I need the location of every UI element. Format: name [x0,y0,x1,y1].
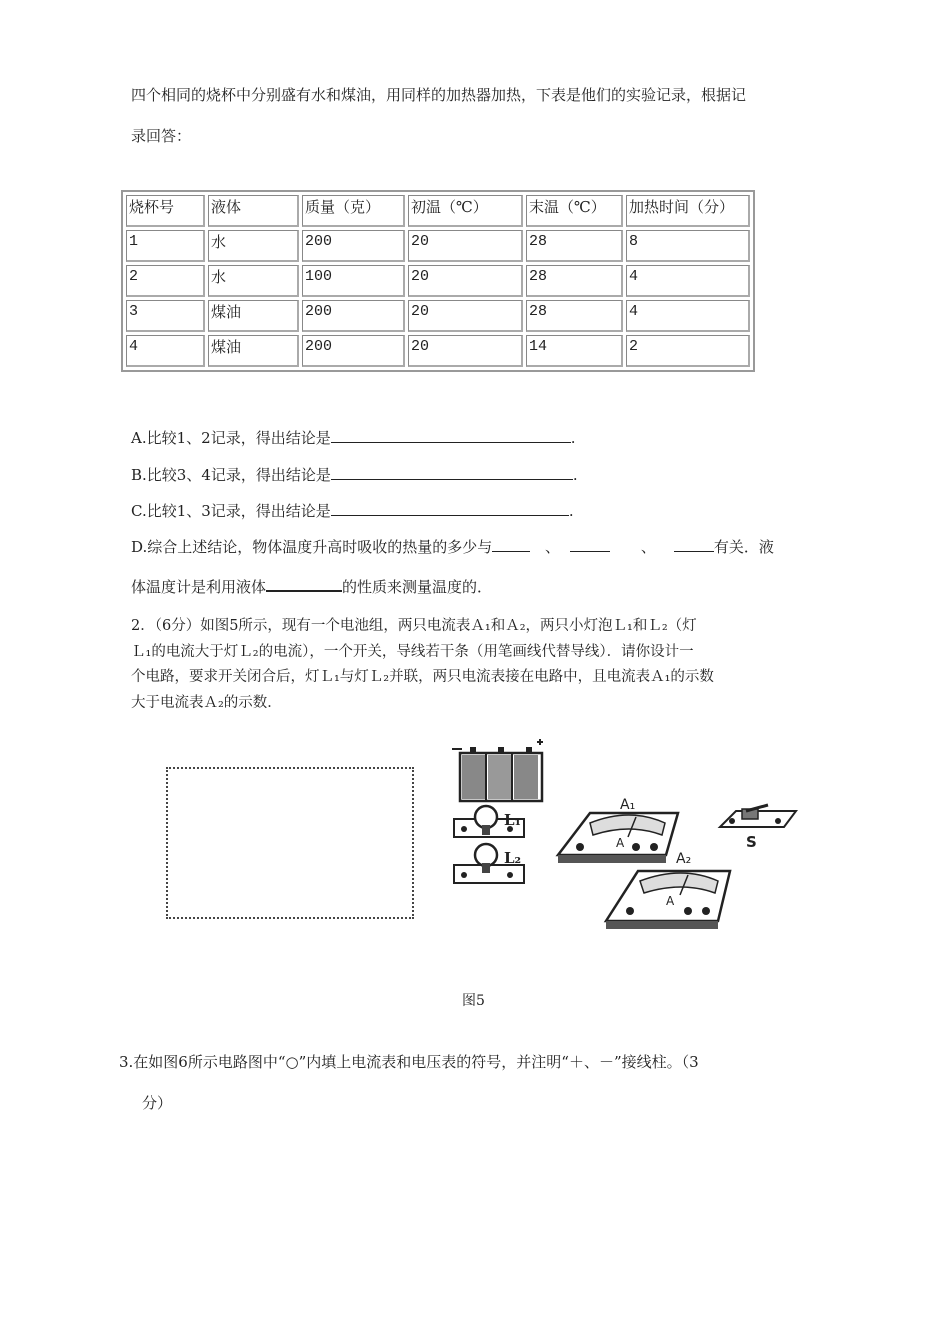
table-cell: 煤油 [208,300,299,332]
table-cell: 2 [126,265,205,297]
q2-line-2: Ｌ₁的电流大于灯Ｌ₂的电流），一个开关，导线若干条（用笔画线代替导线）．请你设计一 [131,644,694,660]
ammeter-a2-face-label: A [666,894,675,908]
table-cell: 水 [208,265,299,297]
label-l2: L₂ [504,849,522,867]
experiment-table [121,190,755,372]
table-cell: 1 [126,230,205,262]
table-cell: 200 [302,300,405,332]
table-cell: 28 [526,230,623,262]
question-d-end: 有关．液 [713,538,774,556]
table-cell: 4 [126,335,205,367]
q3-line-1: 3.在如图6所示电路图中“○”内填上电流表和电压表的符号，并注明“＋、－”接线柱。（3 [119,1053,699,1071]
answer-blank-d1[interactable] [492,551,530,552]
separator: 、 [545,538,561,556]
label-a1: A₁ [620,797,636,813]
figure-caption: 图5 [462,993,485,1009]
table-cell: 100 [302,265,405,297]
q2-line-1: 2．（6分）如图5所示，现有一个电池组，两只电流表Ａ₁和Ａ₂，两只小灯泡Ｌ₁和Ｌ₂（灯 [131,618,697,634]
table-cell: 20 [408,300,523,332]
table-row [126,335,750,367]
table-header: 末温（℃） [526,195,623,227]
table-cell: 4 [626,300,750,332]
label-l1: L₁ [504,811,522,829]
question-d [131,536,774,557]
label-s: S [746,833,757,851]
table-cell: 14 [526,335,623,367]
table-header: 液体 [208,195,299,227]
table-cell: 8 [626,230,750,262]
q2-line-4: 大于电流表Ａ₂的示数． [131,695,282,711]
question-c [131,500,574,521]
battery-pack-icon [452,739,543,801]
table-cell: 28 [526,300,623,332]
question-d-text: D.综合上述结论，物体温度升高时吸收的热量的多少与 [131,538,493,556]
table-cell: 28 [526,265,623,297]
switch-icon [720,805,796,827]
period: . [568,502,574,520]
intro-line-2: 录回答： [131,127,192,145]
question-b [131,464,578,485]
table-cell: 20 [408,265,523,297]
answer-blank-e[interactable] [266,590,342,592]
q2-line-3: 个电路，要求开关闭合后，灯Ｌ₁与灯Ｌ₂并联，两只电流表接在电路中，且电流表Ａ₁的示数 [131,669,714,685]
table-header-row [126,195,750,227]
apparatus-figure [440,735,810,935]
label-a2: A₂ [676,851,692,867]
table-cell: 200 [302,230,405,262]
table-cell: 煤油 [208,335,299,367]
table-cell: 4 [626,265,750,297]
answer-blank-a[interactable] [331,442,571,443]
period: . [570,429,576,447]
separator: 、 [640,538,656,556]
table-row [126,265,750,297]
table-cell: 20 [408,230,523,262]
ammeter-a1-face-label: A [616,836,625,850]
table-cell: 水 [208,230,299,262]
question-b-text: B.比较3、4记录，得出结论是 [131,466,331,484]
table-header: 烧杯号 [126,195,205,227]
q3-line-2: 分） [142,1094,173,1112]
answer-blank-b[interactable] [331,479,573,480]
answer-blank-d3[interactable] [674,551,714,552]
question-a [131,427,575,448]
table-row [126,230,750,262]
question-e-end: 的性质来测量温度的． [342,578,493,596]
table-header: 加热时间（分） [626,195,750,227]
table-row [126,300,750,332]
table-cell: 2 [626,335,750,367]
answer-blank-d2[interactable] [570,551,610,552]
answer-blank-c[interactable] [331,515,569,516]
period: . [572,466,578,484]
question-e-text: 体温度计是利用液体 [131,578,267,596]
circuit-drawing-area[interactable] [166,767,414,919]
question-c-text: C.比较1、3记录，得出结论是 [131,502,331,520]
table-cell: 200 [302,335,405,367]
intro-line-1: 四个相同的烧杯中分别盛有水和煤油，用同样的加热器加热，下表是他们的实验记录，根据记 [131,86,747,104]
table-header: 初温（℃） [408,195,523,227]
table-header: 质量（克） [302,195,405,227]
question-e [131,576,492,597]
table-cell: 20 [408,335,523,367]
question-a-text: A.比较1、2记录，得出结论是 [131,429,331,447]
table-cell: 3 [126,300,205,332]
